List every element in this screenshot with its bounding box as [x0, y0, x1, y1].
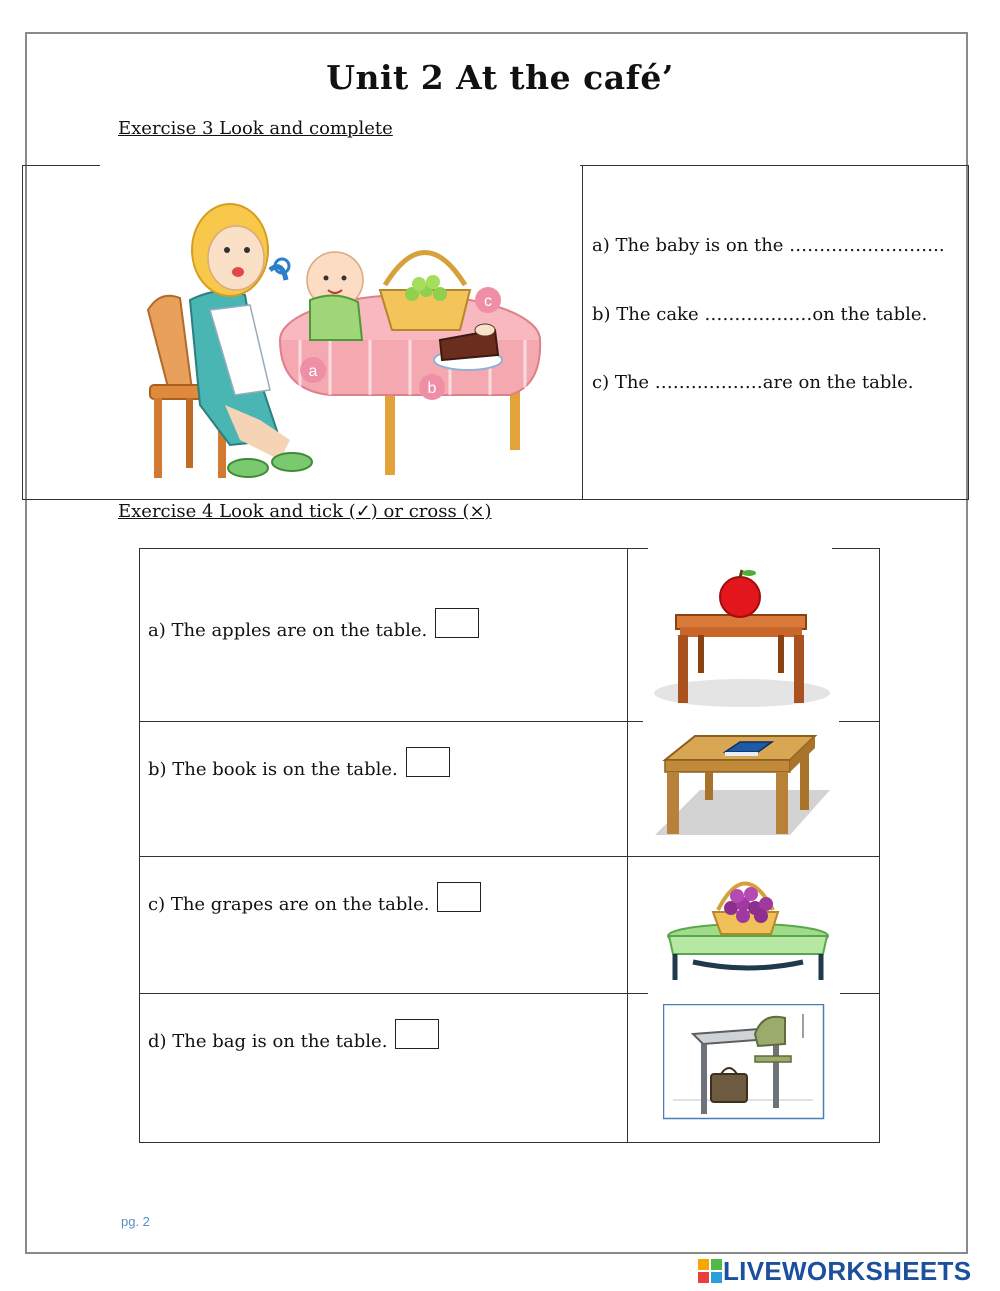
- page-title: Unit 2 At the café’: [326, 58, 674, 97]
- svg-text:b: b: [427, 380, 437, 397]
- exercise3-sentence-a: a) The baby is on the ……………………..: [592, 235, 945, 256]
- exercise4-row-d: [148, 1027, 439, 1057]
- exercise4-column-divider: [627, 548, 628, 1143]
- svg-text:a: a: [308, 363, 318, 380]
- exercise3-heading: Exercise 3 Look and complete: [118, 118, 393, 139]
- exercise3-sentence-c: c) The ………………are on the table.: [592, 372, 914, 393]
- grapes-basket: [380, 253, 470, 331]
- bag-under-desk-picture: [663, 1004, 825, 1120]
- baby: [307, 252, 363, 340]
- exercise4-row-divider: [139, 856, 880, 857]
- exercise3-divider: [582, 165, 583, 500]
- label-b-marker: [419, 374, 445, 400]
- answer-box-a[interactable]: [435, 608, 479, 638]
- exercise3-sentence-b: b) The cake ………………on the table.: [592, 304, 928, 325]
- exercise4-row-c: [148, 890, 481, 920]
- exercise4-sentence-c: c) The grapes are on the table.: [148, 894, 430, 915]
- exercise4-sentence-d: d) The bag is on the table.: [148, 1031, 388, 1052]
- exercise4-heading: Exercise 4 Look and tick (✓) or cross (×): [118, 501, 492, 522]
- book-on-table-picture: [640, 730, 835, 845]
- exercise4-row-a: [148, 616, 479, 646]
- label-a-marker: [300, 357, 326, 383]
- table-gap: [648, 546, 832, 550]
- answer-box-b[interactable]: [406, 747, 450, 777]
- page-number: pg. 2: [121, 1214, 150, 1229]
- label-c-marker: [475, 287, 501, 313]
- grapes-on-table-picture: [663, 862, 833, 986]
- brand-name: LIVEWORKSHEETS: [723, 1255, 972, 1286]
- exercise3-box-gap: [100, 163, 580, 167]
- table-gap: [643, 719, 839, 723]
- exercise4-row-b: [148, 755, 450, 785]
- mother-baby-table-illustration: [130, 190, 550, 490]
- exercise4-sentence-a: a) The apples are on the table.: [148, 620, 428, 641]
- brand-logo: [697, 1257, 971, 1285]
- liveworksheets-logo-icon: [697, 1258, 723, 1284]
- table-gap: [648, 991, 840, 995]
- svg-text:c: c: [484, 293, 492, 310]
- apple-on-table-picture: [650, 565, 835, 710]
- answer-box-c[interactable]: [437, 882, 481, 912]
- exercise4-sentence-b: b) The book is on the table.: [148, 759, 398, 780]
- answer-box-d[interactable]: [395, 1019, 439, 1049]
